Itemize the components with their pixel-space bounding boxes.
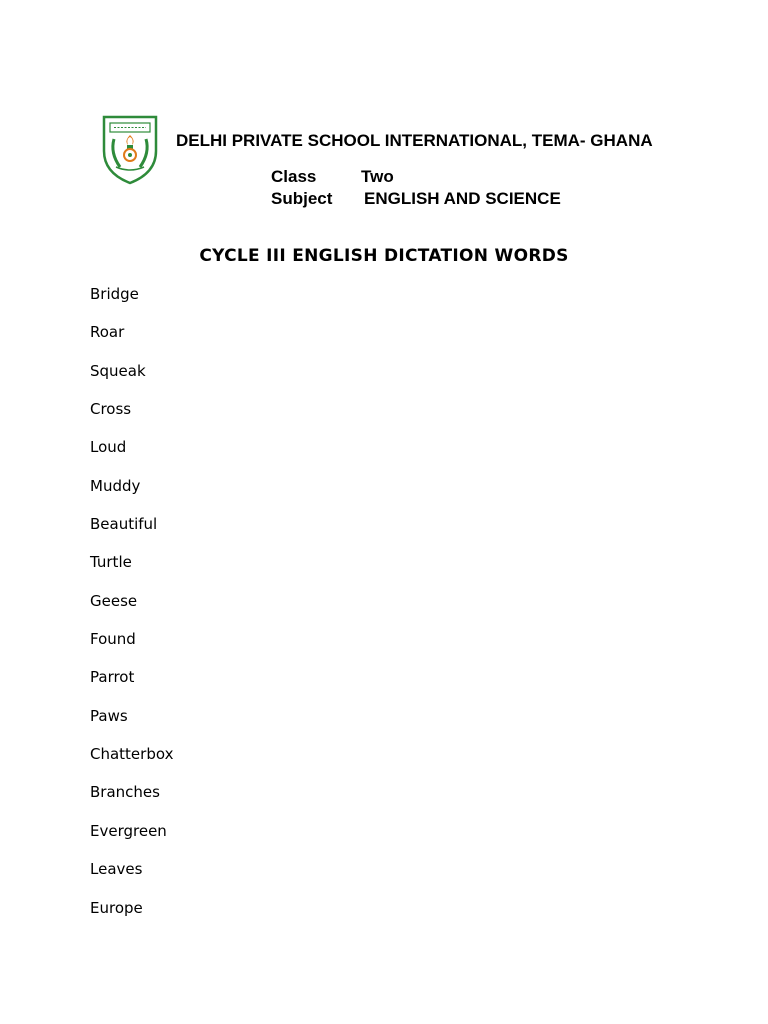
list-item: Found	[90, 630, 136, 649]
dictation-word-list	[90, 284, 173, 936]
list-item: Paws	[90, 706, 128, 725]
list-item: Branches	[90, 783, 160, 802]
list-item: Loud	[90, 438, 127, 457]
school-name: DELHI PRIVATE SCHOOL INTERNATIONAL, TEMA- GHANA	[176, 131, 653, 150]
list-item: Turtle	[90, 553, 132, 572]
list-item: Roar	[90, 323, 125, 342]
list-item: Bridge	[90, 285, 139, 303]
list-item: Chatterbox	[90, 745, 174, 764]
list-item: Europe	[90, 898, 143, 917]
list-item: Muddy	[90, 476, 141, 495]
school-crest-logo	[100, 111, 160, 185]
subject-value: ENGLISH AND SCIENCE	[364, 189, 561, 208]
document-title: CYCLE III ENGLISH DICTATION WORDS	[199, 246, 569, 266]
class-value: Two	[361, 167, 394, 186]
list-item: Leaves	[90, 860, 143, 879]
subject-row	[271, 189, 561, 209]
subject-label: Subject	[271, 189, 333, 208]
list-item: Geese	[90, 591, 138, 610]
class-label: Class	[271, 167, 317, 186]
list-item: Beautiful	[90, 515, 158, 534]
list-item: Parrot	[90, 668, 135, 687]
list-item: Cross	[90, 400, 132, 419]
list-item: Squeak	[90, 361, 146, 380]
class-row	[271, 167, 394, 187]
list-item: Evergreen	[90, 821, 167, 840]
